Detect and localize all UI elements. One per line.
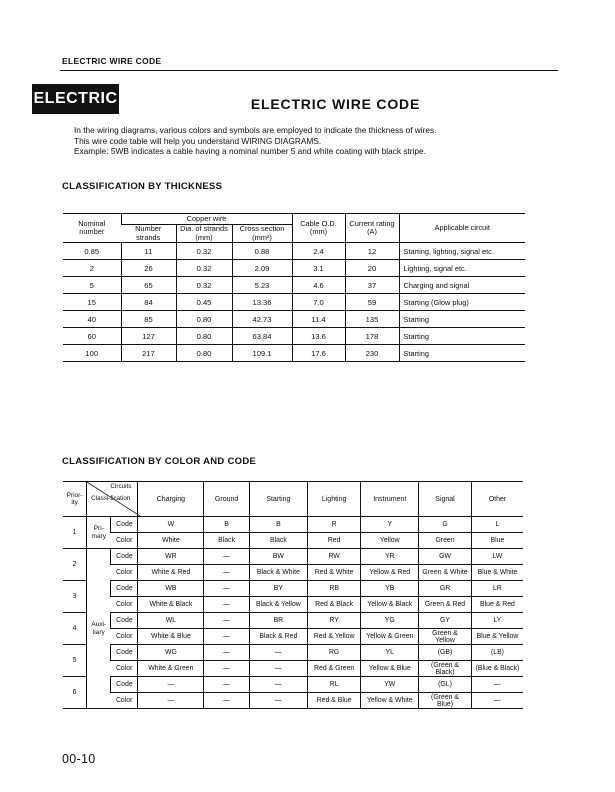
- table-cell: YR: [361, 549, 419, 565]
- row-type-label: Code: [111, 613, 138, 629]
- table-cell: Red: [307, 533, 360, 549]
- table-cell: —: [249, 645, 307, 661]
- table-cell: Blue & White: [471, 565, 523, 581]
- table-cell: B: [249, 517, 307, 533]
- table-cell: 4.6: [292, 277, 345, 294]
- header-instrument: Instrument: [361, 482, 419, 517]
- color-code-body: [63, 517, 523, 709]
- thickness-table: [63, 213, 525, 362]
- classification-auxiliary: Auxi-liary: [87, 549, 111, 709]
- table-cell: Starting: [399, 345, 525, 362]
- row-type-label: Color: [111, 693, 138, 709]
- table-cell: 0.45: [176, 294, 232, 311]
- table-cell: 13.6: [292, 328, 345, 345]
- classification-primary: Pri-mary: [87, 517, 111, 549]
- table-cell: Yellow & Black: [361, 597, 419, 613]
- table-cell: 0.32: [176, 260, 232, 277]
- table-cell: 109.1: [232, 345, 292, 362]
- table-cell: (Green & Blue): [419, 693, 472, 709]
- color-heading: CLASSIFICATION BY COLOR AND CODE: [62, 456, 257, 467]
- table-cell: 26: [121, 260, 176, 277]
- table-cell: 11.4: [292, 311, 345, 328]
- table-cell: Starting: [399, 328, 525, 345]
- table-cell: White: [138, 533, 204, 549]
- table-cell: Black & Red: [249, 629, 307, 645]
- header-cable-od: Cable O.D. (mm): [292, 214, 345, 243]
- table-row: [63, 693, 523, 709]
- header-circuits: Circuits: [110, 483, 132, 490]
- table-cell: Starting: [399, 311, 525, 328]
- section-label: ELECTRIC WIRE CODE: [62, 56, 162, 66]
- table-row: [63, 311, 525, 328]
- table-cell: L: [471, 517, 523, 533]
- table-cell: 42.73: [232, 311, 292, 328]
- table-cell: LW: [471, 549, 523, 565]
- table-cell: Yellow & Red: [361, 565, 419, 581]
- table-cell: Lighting, signal etc.: [399, 260, 525, 277]
- table-cell: 2.4: [292, 243, 345, 260]
- header-nominal: Nominal number: [63, 214, 121, 243]
- table-cell: 12: [345, 243, 399, 260]
- table-cell: G: [419, 517, 472, 533]
- table-cell: 65: [121, 277, 176, 294]
- thickness-body: [63, 243, 525, 362]
- table-cell: B: [204, 517, 250, 533]
- table-cell: —: [471, 677, 523, 693]
- table-cell: R: [307, 517, 360, 533]
- table-cell: LY: [471, 613, 523, 629]
- table-cell: —: [204, 549, 250, 565]
- priority-cell: 5: [63, 645, 87, 677]
- table-cell: 0.32: [176, 277, 232, 294]
- table-cell: (Blue & Black): [471, 661, 523, 677]
- table-cell: Green: [419, 533, 472, 549]
- table-cell: Yellow: [361, 533, 419, 549]
- table-cell: YG: [361, 613, 419, 629]
- table-cell: 100: [63, 345, 121, 362]
- table-cell: RY: [307, 613, 360, 629]
- header-cross-section: Cross section (mm²): [232, 225, 292, 243]
- table-cell: Red & Green: [307, 661, 360, 677]
- priority-cell: 3: [63, 581, 87, 613]
- table-cell: —: [204, 693, 250, 709]
- table-cell: (Green & Black): [419, 661, 472, 677]
- table-cell: (GB): [419, 645, 472, 661]
- table-cell: Blue & Red: [471, 597, 523, 613]
- table-cell: 230: [345, 345, 399, 362]
- header-circuits-classification: [87, 482, 138, 517]
- header-ground: Ground: [204, 482, 250, 517]
- table-cell: Black: [204, 533, 250, 549]
- table-cell: Charging and signal: [399, 277, 525, 294]
- table-cell: 11: [121, 243, 176, 260]
- table-cell: Yellow & White: [361, 693, 419, 709]
- table-row: [63, 661, 523, 677]
- table-cell: Starting, lighting, signal etc.: [399, 243, 525, 260]
- table-row: [63, 629, 523, 645]
- table-cell: 63.84: [232, 328, 292, 345]
- table-cell: GR: [419, 581, 472, 597]
- table-cell: —: [204, 661, 250, 677]
- table-row: [63, 549, 523, 565]
- table-cell: 0.88: [232, 243, 292, 260]
- table-cell: 0.80: [176, 328, 232, 345]
- table-cell: 15: [63, 294, 121, 311]
- table-cell: RG: [307, 645, 360, 661]
- table-cell: 84: [121, 294, 176, 311]
- table-cell: 85: [121, 311, 176, 328]
- intro-paragraph: [74, 125, 436, 157]
- table-row: [63, 328, 525, 345]
- table-cell: YB: [361, 581, 419, 597]
- table-cell: 217: [121, 345, 176, 362]
- table-cell: Red & Black: [307, 597, 360, 613]
- table-cell: BR: [249, 613, 307, 629]
- priority-cell: 2: [63, 549, 87, 581]
- table-cell: Yellow & Green: [361, 629, 419, 645]
- table-cell: RB: [307, 581, 360, 597]
- table-cell: White & Black: [138, 597, 204, 613]
- table-row: [63, 613, 523, 629]
- row-type-label: Color: [111, 597, 138, 613]
- intro-line: In the wiring diagrams, various colors and symbols are employed to indicate the thickness of wires.: [74, 125, 437, 135]
- header-current-rating: Current rating (A): [345, 214, 399, 243]
- table-cell: —: [204, 613, 250, 629]
- row-type-label: Code: [111, 581, 138, 597]
- table-cell: BW: [249, 549, 307, 565]
- table-row: [63, 533, 523, 549]
- table-cell: 5.23: [232, 277, 292, 294]
- row-type-label: Color: [111, 533, 138, 549]
- table-cell: WL: [138, 613, 204, 629]
- table-row: [63, 597, 523, 613]
- table-cell: —: [138, 693, 204, 709]
- table-cell: LR: [471, 581, 523, 597]
- table-cell: 20: [345, 260, 399, 277]
- table-cell: Yellow & Blue: [361, 661, 419, 677]
- row-type-label: Code: [111, 677, 138, 693]
- table-cell: White & Green: [138, 661, 204, 677]
- table-row: [63, 517, 523, 533]
- table-cell: 59: [345, 294, 399, 311]
- table-cell: YW: [361, 677, 419, 693]
- header-charging: Charging: [138, 482, 204, 517]
- table-cell: RW: [307, 549, 360, 565]
- table-cell: Green & Yellow: [419, 629, 472, 645]
- table-cell: WG: [138, 645, 204, 661]
- row-type-label: Color: [111, 565, 138, 581]
- table-row: [63, 581, 523, 597]
- table-cell: 2: [63, 260, 121, 277]
- priority-cell: 4: [63, 613, 87, 645]
- table-cell: 0.32: [176, 243, 232, 260]
- table-row: [63, 243, 525, 260]
- table-cell: —: [249, 693, 307, 709]
- table-row: [63, 294, 525, 311]
- priority-cell: 1: [63, 517, 87, 549]
- row-type-label: Code: [111, 645, 138, 661]
- table-cell: Blue: [471, 533, 523, 549]
- table-cell: —: [204, 629, 250, 645]
- table-cell: 40: [63, 311, 121, 328]
- table-row: [63, 345, 525, 362]
- page-title: ELECTRIC WIRE CODE: [250, 96, 421, 112]
- row-type-label: Code: [111, 517, 138, 533]
- table-cell: 60: [63, 328, 121, 345]
- table-cell: 0.80: [176, 345, 232, 362]
- row-type-label: Color: [111, 661, 138, 677]
- header-rule: [60, 70, 558, 71]
- table-row: [63, 565, 523, 581]
- table-cell: 13.36: [232, 294, 292, 311]
- table-cell: WB: [138, 581, 204, 597]
- table-cell: Green & White: [419, 565, 472, 581]
- table-cell: 17.6: [292, 345, 345, 362]
- table-cell: —: [204, 581, 250, 597]
- header-signal: Signal: [419, 482, 472, 517]
- table-cell: —: [471, 693, 523, 709]
- table-cell: RL: [307, 677, 360, 693]
- table-cell: Black & White: [249, 565, 307, 581]
- table-cell: —: [204, 597, 250, 613]
- header-number-strands: Number strands: [121, 225, 176, 243]
- table-cell: Starting (Glow plug): [399, 294, 525, 311]
- table-cell: GY: [419, 613, 472, 629]
- intro-line: Example: 5WB indicates a cable having a nominal number 5 and white coating with black stripe.: [74, 146, 426, 156]
- table-cell: 5: [63, 277, 121, 294]
- table-row: [63, 677, 523, 693]
- table-cell: Red & White: [307, 565, 360, 581]
- table-row: [63, 260, 525, 277]
- table-cell: 0.85: [63, 243, 121, 260]
- table-cell: 135: [345, 311, 399, 328]
- table-cell: 0.80: [176, 311, 232, 328]
- table-cell: 2.09: [232, 260, 292, 277]
- table-cell: —: [249, 661, 307, 677]
- table-cell: —: [204, 677, 250, 693]
- table-cell: White & Blue: [138, 629, 204, 645]
- table-cell: GW: [419, 549, 472, 565]
- table-cell: —: [204, 565, 250, 581]
- header-other: Other: [471, 482, 523, 517]
- header-priority: Prior-ity: [63, 482, 87, 517]
- intro-line: This wire code table will help you understand WIRING DIAGRAMS.: [74, 135, 322, 146]
- table-cell: 37: [345, 277, 399, 294]
- table-cell: Red & Blue: [307, 693, 360, 709]
- table-cell: White & Red: [138, 565, 204, 581]
- row-type-label: Color: [111, 629, 138, 645]
- table-cell: Black: [249, 533, 307, 549]
- table-cell: Y: [361, 517, 419, 533]
- table-cell: 178: [345, 328, 399, 345]
- header-lighting: Lighting: [307, 482, 360, 517]
- table-cell: Blue & Yellow: [471, 629, 523, 645]
- color-code-table: [63, 481, 523, 709]
- table-cell: 7.0: [292, 294, 345, 311]
- table-cell: —: [204, 645, 250, 661]
- header-dia-strands: Dia. of strands (mm): [176, 225, 232, 243]
- table-cell: Red & Yellow: [307, 629, 360, 645]
- priority-cell: 6: [63, 677, 87, 709]
- table-cell: BY: [249, 581, 307, 597]
- row-type-label: Code: [111, 549, 138, 565]
- table-cell: —: [138, 677, 204, 693]
- table-row: [63, 645, 523, 661]
- page-number: 00-10: [62, 752, 96, 766]
- header-starting: Starting: [249, 482, 307, 517]
- header-copper-wire: Copper wire: [121, 214, 292, 225]
- chapter-tab: ELECTRIC: [32, 84, 119, 114]
- table-cell: W: [138, 517, 204, 533]
- thickness-heading: CLASSIFICATION BY THICKNESS: [62, 181, 223, 192]
- table-cell: (GL): [419, 677, 472, 693]
- table-cell: Black & Yellow: [249, 597, 307, 613]
- header-classification: Classi-fication: [91, 495, 131, 502]
- table-cell: —: [249, 677, 307, 693]
- table-cell: WR: [138, 549, 204, 565]
- table-cell: 3.1: [292, 260, 345, 277]
- table-cell: Green & Red: [419, 597, 472, 613]
- table-row: [63, 277, 525, 294]
- header-applicable-circuit: Applicable circuit: [399, 214, 525, 243]
- table-cell: YL: [361, 645, 419, 661]
- table-cell: (LB): [471, 645, 523, 661]
- table-cell: 127: [121, 328, 176, 345]
